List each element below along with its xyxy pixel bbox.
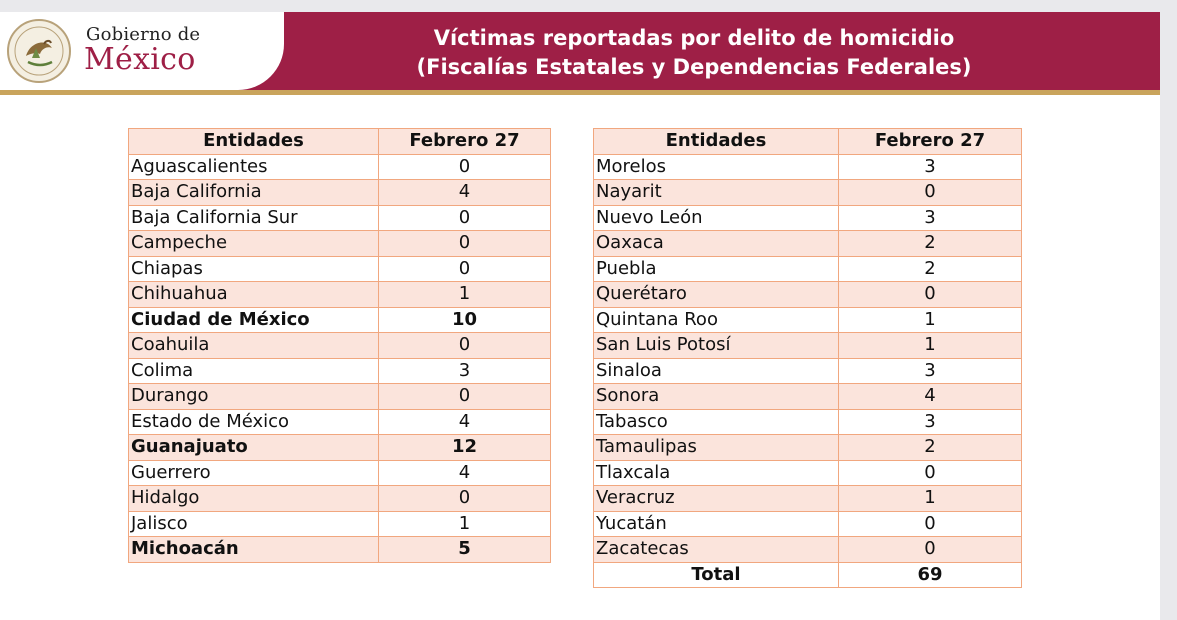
victim-count: 0 [379, 333, 551, 359]
table-row [594, 205, 1022, 231]
logo-block [0, 12, 284, 90]
table-row [594, 537, 1022, 563]
table-row [129, 154, 551, 180]
table-row [594, 486, 1022, 512]
table-row [129, 511, 551, 537]
table-row [129, 358, 551, 384]
entity-name: Veracruz [594, 486, 839, 512]
entity-name: Durango [129, 384, 379, 410]
table-row [129, 205, 551, 231]
victim-count: 2 [839, 256, 1022, 282]
table-row [129, 384, 551, 410]
entity-name: Zacatecas [594, 537, 839, 563]
table-row [594, 333, 1022, 359]
table-row [129, 307, 551, 333]
entity-name: Sinaloa [594, 358, 839, 384]
entity-name: Sonora [594, 384, 839, 410]
entity-name: Michoacán [129, 537, 379, 563]
entity-name: Quintana Roo [594, 307, 839, 333]
header-banner [0, 12, 1160, 90]
victim-count: 4 [379, 180, 551, 206]
entity-name: Tabasco [594, 409, 839, 435]
table-row [129, 486, 551, 512]
victim-count: 1 [839, 333, 1022, 359]
page-title: Víctimas reportadas por delito de homicidio [433, 26, 955, 50]
total-label: Total [594, 562, 839, 588]
victim-count: 3 [839, 154, 1022, 180]
table-row [594, 409, 1022, 435]
entity-name: Puebla [594, 256, 839, 282]
logo-text-line2: México [84, 42, 196, 77]
entity-name: San Luis Potosí [594, 333, 839, 359]
table-row [129, 537, 551, 563]
entity-name: Jalisco [129, 511, 379, 537]
entity-name: Oaxaca [594, 231, 839, 257]
victim-count: 1 [379, 282, 551, 308]
entity-name: Estado de México [129, 409, 379, 435]
victim-count: 4 [379, 409, 551, 435]
victim-count: 0 [839, 282, 1022, 308]
victim-count: 3 [839, 205, 1022, 231]
victim-count: 1 [839, 307, 1022, 333]
victim-count: 3 [379, 358, 551, 384]
entity-name: Querétaro [594, 282, 839, 308]
column-header-date: Febrero 27 [379, 129, 551, 155]
page-subtitle: (Fiscalías Estatales y Dependencias Federales) [416, 55, 972, 79]
table-row [129, 282, 551, 308]
column-header-date: Febrero 27 [839, 129, 1022, 155]
table-row [594, 231, 1022, 257]
entity-name: Aguascalientes [129, 154, 379, 180]
entity-name: Guerrero [129, 460, 379, 486]
table-row [129, 256, 551, 282]
table-row [594, 460, 1022, 486]
victim-count: 0 [379, 154, 551, 180]
victim-count: 0 [839, 511, 1022, 537]
entity-name: Yucatán [594, 511, 839, 537]
victim-count: 0 [839, 460, 1022, 486]
entity-name: Tlaxcala [594, 460, 839, 486]
victim-count: 0 [379, 231, 551, 257]
entity-name: Chihuahua [129, 282, 379, 308]
entity-name: Campeche [129, 231, 379, 257]
victim-count: 0 [839, 180, 1022, 206]
victim-count: 12 [379, 435, 551, 461]
table-row [594, 154, 1022, 180]
victim-count: 2 [839, 231, 1022, 257]
victim-count: 0 [379, 384, 551, 410]
table-row [594, 384, 1022, 410]
victim-count: 2 [839, 435, 1022, 461]
victim-count: 3 [839, 358, 1022, 384]
table-row [129, 409, 551, 435]
entity-name: Chiapas [129, 256, 379, 282]
victim-count: 0 [839, 537, 1022, 563]
victim-count: 4 [379, 460, 551, 486]
table-row [594, 511, 1022, 537]
table-row [129, 435, 551, 461]
entity-name: Guanajuato [129, 435, 379, 461]
entity-name: Colima [129, 358, 379, 384]
table-row [129, 180, 551, 206]
entity-name: Tamaulipas [594, 435, 839, 461]
mexico-coat-of-arms-icon [6, 18, 72, 84]
total-value: 69 [839, 562, 1022, 588]
table-row [594, 180, 1022, 206]
table-row [594, 358, 1022, 384]
entity-name: Hidalgo [129, 486, 379, 512]
table-left [128, 128, 551, 563]
table-row [129, 333, 551, 359]
entity-name: Ciudad de México [129, 307, 379, 333]
table-row [129, 231, 551, 257]
entity-name: Nuevo León [594, 205, 839, 231]
victim-count: 4 [839, 384, 1022, 410]
victim-count: 0 [379, 256, 551, 282]
table-row [129, 460, 551, 486]
table-row [594, 256, 1022, 282]
victim-count: 3 [839, 409, 1022, 435]
logo-text-line1: Gobierno de [86, 24, 201, 45]
header-accent-strip [0, 90, 1160, 95]
column-header-entity: Entidades [594, 129, 839, 155]
entity-name: Morelos [594, 154, 839, 180]
victim-count: 1 [839, 486, 1022, 512]
victim-count: 0 [379, 486, 551, 512]
table-row [594, 282, 1022, 308]
table-row [594, 307, 1022, 333]
entity-name: Baja California [129, 180, 379, 206]
table-right [593, 128, 1022, 588]
entity-name: Nayarit [594, 180, 839, 206]
entity-name: Coahuila [129, 333, 379, 359]
victim-count: 1 [379, 511, 551, 537]
table-row [594, 435, 1022, 461]
victim-count: 10 [379, 307, 551, 333]
victim-count: 5 [379, 537, 551, 563]
victim-count: 0 [379, 205, 551, 231]
column-header-entity: Entidades [129, 129, 379, 155]
entity-name: Baja California Sur [129, 205, 379, 231]
